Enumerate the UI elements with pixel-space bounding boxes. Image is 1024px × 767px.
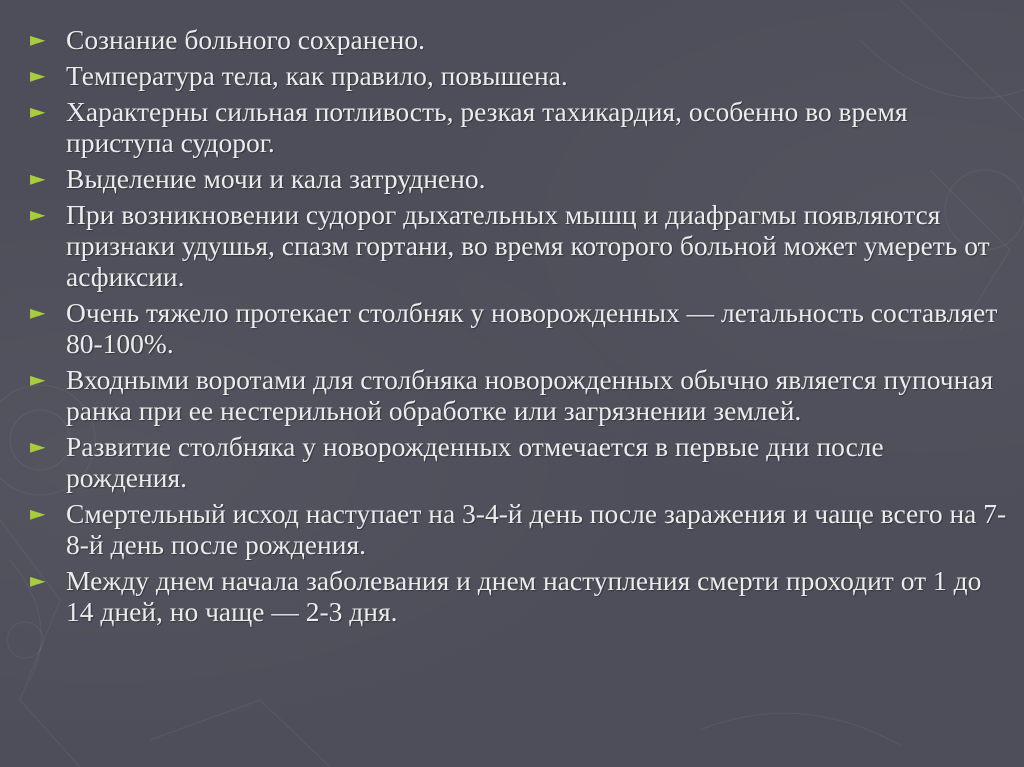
bullet-text: Температура тела, как правило, повышена. xyxy=(66,60,568,91)
bullet-text: Смертельный исход наступает на 3-4-й день после заражения и чаще всего на 7-8-й день после рождения. xyxy=(66,498,1007,560)
list-item xyxy=(28,297,1008,359)
list-item xyxy=(28,565,1008,627)
list-item xyxy=(28,431,1008,493)
bullet-arrow-icon: ► xyxy=(30,27,46,51)
list-item xyxy=(28,199,1008,292)
list-item xyxy=(28,163,1008,194)
bullet-arrow-icon: ► xyxy=(30,202,46,226)
list-item xyxy=(28,24,1008,55)
bullet-text: При возникновении судорог дыхательных мышц и диафрагмы появляются признаки удушья, спазм гортани, во время которого больной может умереть от асфиксии. xyxy=(66,199,990,292)
bullet-arrow-icon: ► xyxy=(30,99,46,123)
list-item xyxy=(28,364,1008,426)
list-item xyxy=(28,60,1008,91)
bullet-list xyxy=(28,24,1008,632)
bullet-text: Между днем начала заболевания и днем наступления смерти проходит от 1 до 14 дней, но чаще — 2-3 дня. xyxy=(66,565,982,627)
bullet-arrow-icon: ► xyxy=(30,501,46,525)
bullet-text: Очень тяжело протекает столбняк у новорожденных — летальность составляет 80-100%. xyxy=(66,297,998,359)
bullet-text: Входными воротами для столбняка новорожденных обычно является пупочная ранка при ее нестерильной обработке или загрязнении землей. xyxy=(66,364,994,426)
bullet-arrow-icon: ► xyxy=(30,166,46,190)
bullet-arrow-icon: ► xyxy=(30,367,46,391)
bullet-arrow-icon: ► xyxy=(30,434,46,458)
bullet-arrow-icon: ► xyxy=(30,568,46,592)
bullet-text: Развитие столбняка у новорожденных отмечается в первые дни после рождения. xyxy=(66,431,884,493)
bullet-arrow-icon: ► xyxy=(30,300,46,324)
bullet-arrow-icon: ► xyxy=(30,63,46,87)
list-item xyxy=(28,96,1008,158)
bullet-text: Характерны сильная потливость, резкая тахикардия, особенно во время приступа судорог. xyxy=(66,96,908,158)
bullet-text: Выделение мочи и кала затруднено. xyxy=(66,163,486,194)
bullet-text: Сознание больного сохранено. xyxy=(66,24,425,55)
list-item xyxy=(28,498,1008,560)
